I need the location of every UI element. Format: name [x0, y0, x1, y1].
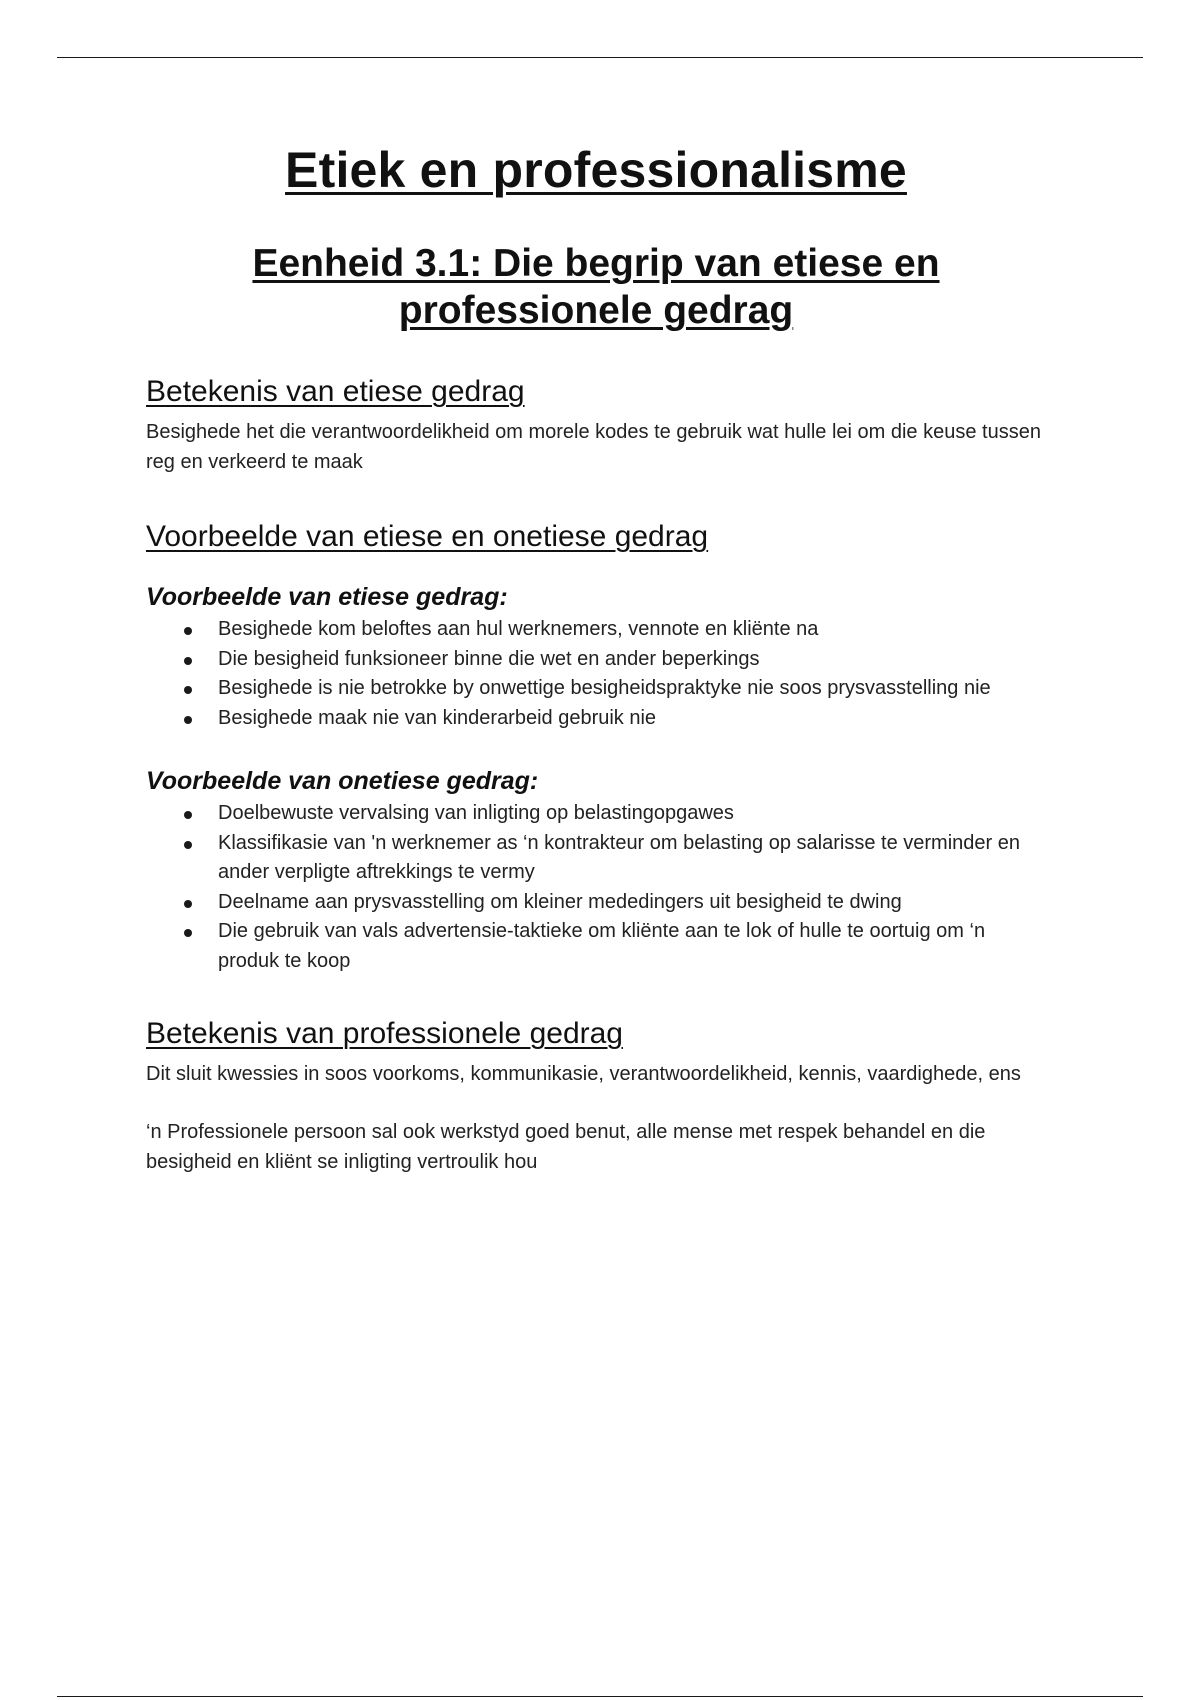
- section-examples: [146, 517, 1046, 976]
- subheading-unethical-examples: Voorbeelde van onetiese gedrag:: [146, 767, 539, 795]
- list-item-text: Die gebruik van vals advertensie-taktieke om kliënte aan te lok of hulle te oortuig om ‘n produk te koop: [218, 920, 986, 972]
- list-item-text: Besighede maak nie van kinderarbeid gebruik nie: [218, 706, 657, 729]
- list-item-text: Deelname aan prysvasstelling om kleiner mededingers uit besigheid te dwing: [218, 890, 902, 913]
- list-item-text: Besighede kom beloftes aan hul werknemers, vennote en kliënte na: [218, 618, 819, 640]
- list-item: [218, 615, 1046, 645]
- paragraph: ‘n Professionele persoon sal ook werkstyd goed benut, alle mense met respek behandel en die besigheid en kliënt se inligting vertroulik hou: [146, 1121, 986, 1173]
- document-body: [146, 140, 1046, 1177]
- list-item-text: Klassifikasie van 'n werknemer as ‘n kontrakteur om belasting op salarisse te verminder en ander verpligte aftrekkings te vermy: [218, 831, 1020, 883]
- bullet-icon: [184, 841, 192, 849]
- list-item: [218, 917, 1046, 976]
- list-item-text: Besighede is nie betrokke by onwettige besigheidspraktyke nie soos prysvasstelling nie: [218, 677, 991, 699]
- list-item: [218, 704, 1046, 734]
- section-professional-meaning: [146, 1014, 1046, 1177]
- list-item: [218, 888, 1046, 918]
- list-item: [218, 674, 1046, 704]
- section-heading: Voorbeelde van etiese en onetiese gedrag: [146, 520, 709, 553]
- bullet-icon: [184, 811, 192, 819]
- bullet-icon: [184, 686, 192, 694]
- list-item: [218, 829, 1046, 888]
- list-item-text: Doelbewuste vervalsing van inligting op belastingopgawes: [218, 802, 734, 824]
- paragraph: Dit sluit kwessies in soos voorkoms, kommunikasie, verantwoordelikheid, kennis, vaardighede, ens: [146, 1063, 1021, 1085]
- document-title: Etiek en professionalisme: [285, 142, 907, 198]
- top-rule: [57, 57, 1143, 58]
- paragraph: Besighede het die verantwoordelikheid om morele kodes te gebruik wat hulle lei om die keuse tussen reg en verkeerd te maak: [146, 421, 1041, 473]
- section-heading: Betekenis van professionele gedrag: [146, 1017, 623, 1050]
- section-heading: Betekenis van etiese gedrag: [146, 375, 525, 408]
- bullet-icon: [184, 657, 192, 665]
- unit-title: Eenheid 3.1: Die begrip van etiese en professionele gedrag: [252, 242, 940, 332]
- section-ethical-meaning: [146, 372, 1046, 477]
- bullet-icon: [184, 627, 192, 635]
- bullet-list-unethical: [146, 799, 1046, 976]
- subheading-ethical-examples: Voorbeelde van etiese gedrag:: [146, 583, 508, 611]
- list-item: [218, 799, 1046, 829]
- bottom-rule: [57, 1696, 1143, 1697]
- bullet-icon: [184, 716, 192, 724]
- list-item-text: Die besigheid funksioneer binne die wet en ander beperkings: [218, 647, 760, 670]
- bullet-icon: [184, 929, 192, 937]
- list-item: [218, 645, 1046, 675]
- bullet-icon: [184, 900, 192, 908]
- bullet-list-ethical: [146, 615, 1046, 733]
